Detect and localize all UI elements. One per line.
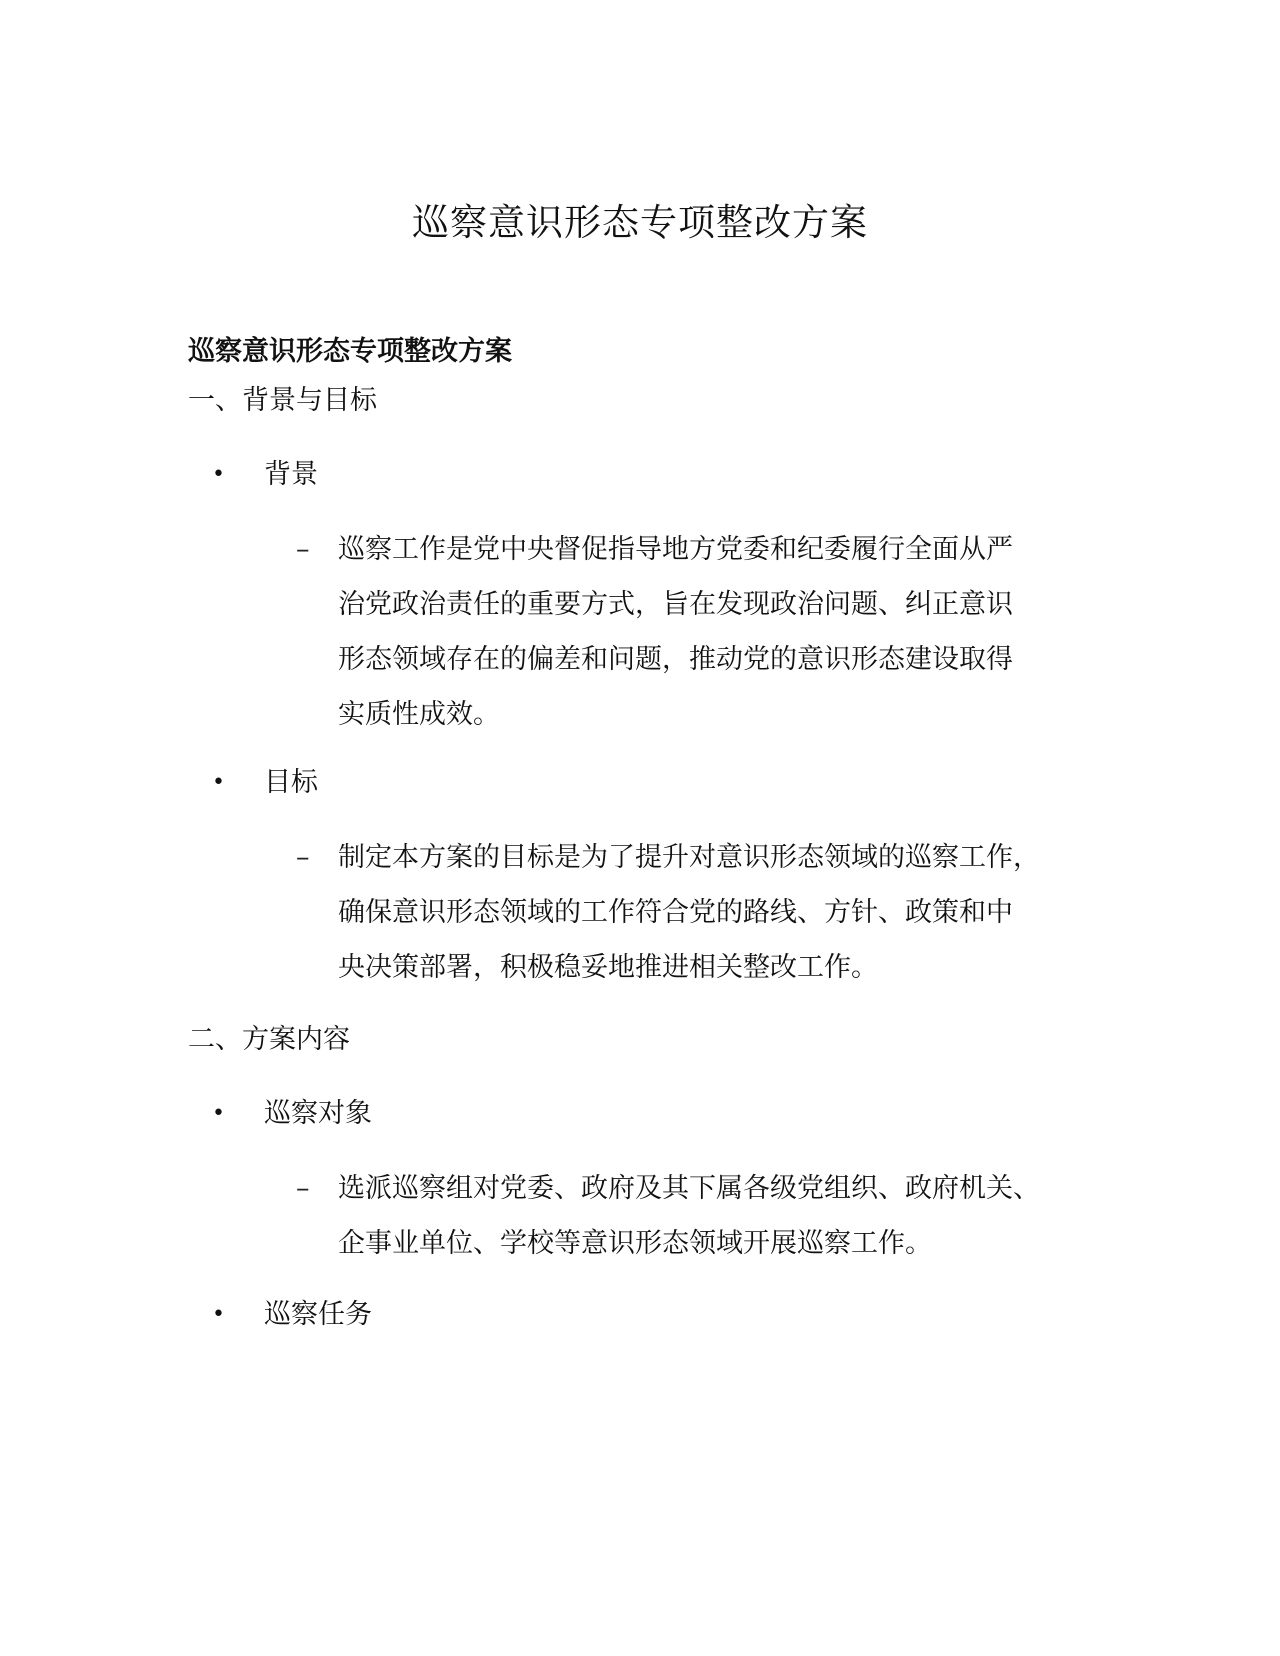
bullet-dot: • [212,770,225,795]
bullet-item-goals [212,763,318,803]
document-subtitle: 巡察意识形态专项整改方案 [188,336,512,367]
dash-marker: – [296,1173,310,1204]
paragraph-line: 巡察工作是党中央督促指导地方党委和纪委履行全面从严 [338,534,1013,565]
bullet-dot: • [212,462,225,487]
section-heading-background-goals: 一、背景与目标 [188,385,377,416]
paragraph [338,830,1078,995]
bullet-dot: • [212,1302,225,1327]
paragraph-line: 实质性成效。 [338,699,500,730]
document-title: 巡察意识形态专项整改方案 [412,201,868,244]
paragraph-line: 央决策部署，积极稳妥地推进相关整改工作。 [338,952,878,983]
paragraph [338,1161,1078,1271]
bullet-item-inspection-tasks [212,1295,372,1335]
paragraph-line: 选派巡察组对党委、政府及其下属各级党组织、政府机关、 [338,1173,1040,1204]
section-heading-plan-content: 二、方案内容 [188,1024,350,1055]
bullet-item-background [212,455,318,495]
bullet-label: 巡察对象 [264,1098,372,1129]
paragraph [338,522,1078,742]
paragraph-line: 企事业单位、学校等意识形态领域开展巡察工作。 [338,1228,932,1259]
dash-marker: – [296,534,310,565]
bullet-label: 目标 [264,767,318,798]
bullet-label: 背景 [264,459,318,490]
paragraph-line: 制定本方案的目标是为了提升对意识形态领域的巡察工作， [338,842,1040,873]
paragraph-line: 形态领域存在的偏差和问题，推动党的意识形态建设取得 [338,644,1013,675]
bullet-dot: • [212,1101,225,1126]
paragraph-line: 确保意识形态领域的工作符合党的路线、方针、政策和中 [338,897,1013,928]
bullet-label: 巡察任务 [264,1299,372,1330]
bullet-item-inspection-targets [212,1094,372,1134]
dash-marker: – [296,842,310,873]
paragraph-line: 治党政治责任的重要方式，旨在发现政治问题、纠正意识 [338,589,1013,620]
